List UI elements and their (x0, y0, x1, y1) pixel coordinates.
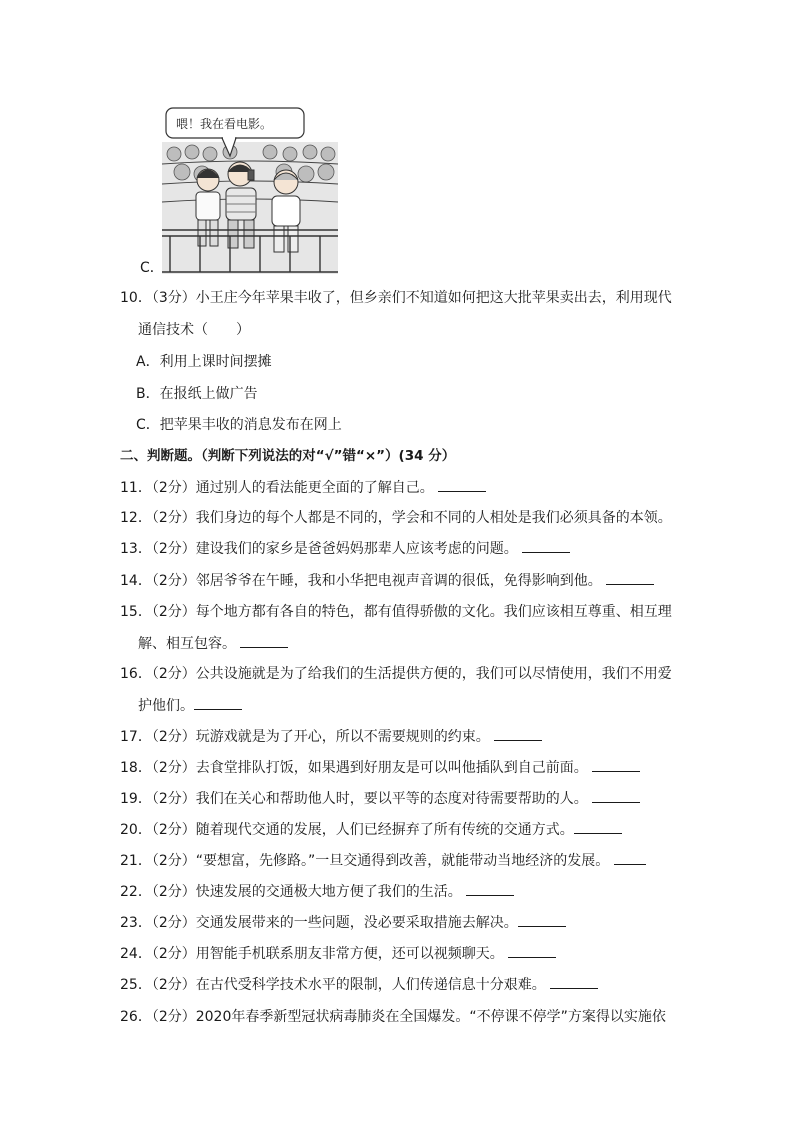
question-15-line2: 解、相互包容。 (138, 635, 288, 653)
q9-option-c-label: C． (140, 260, 164, 276)
question-26-line1: 26．（2分）2020年春季新型冠状病毒肺炎在全国爆发。“不停课不停学”方案得以实施依 (120, 1009, 666, 1025)
answer-blank[interactable] (194, 708, 242, 710)
answer-blank[interactable] (522, 551, 570, 553)
section2-heading: 二、判断题。（判断下列说法的对“√”错“×”）(34 分） (120, 448, 456, 464)
answer-blank[interactable] (606, 583, 654, 585)
question-23: 23．（2分）交通发展带来的一些问题，没必要采取措施去解决。 (120, 914, 566, 932)
question-21: 21．（2分）“要想富，先修路。”一旦交通得到改善，就能带动当地经济的发展。 (120, 852, 646, 870)
question-16-line1: 16．（2分）公共设施就是为了给我们的生活提供方便的，我们可以尽情使用，我们不用爱 (120, 666, 672, 682)
cinema-scene-image (160, 102, 340, 274)
answer-blank[interactable] (438, 490, 486, 492)
question-14: 14．（2分）邻居爷爷在午睡，我和小华把电视声音调的很低，免得影响到他。 (120, 572, 654, 590)
question-25: 25．（2分）在古代受科学技术水平的限制，人们传递信息十分艰难。 (120, 976, 598, 994)
q10-option-b: B．在报纸上做广告 (136, 386, 258, 402)
answer-blank[interactable] (494, 739, 542, 741)
question-24: 24．（2分）用智能手机联系朋友非常方便，还可以视频聊天。 (120, 945, 556, 963)
question-13: 13．（2分）建设我们的家乡是爸爸妈妈那辈人应该考虑的问题。 (120, 540, 570, 558)
q10-option-a: A．利用上课时间摆摊 (136, 354, 272, 370)
question-12: 12．（2分）我们身边的每个人都是不同的，学会和不同的人相处是我们必须具备的本领。 (120, 510, 672, 526)
cinema-illustration (160, 102, 340, 274)
answer-blank[interactable] (592, 770, 640, 772)
answer-blank[interactable] (518, 925, 566, 927)
answer-blank[interactable] (508, 956, 556, 958)
question-19: 19．（2分）我们在关心和帮助他人时，要以平等的态度对待需要帮助的人。 (120, 790, 640, 808)
answer-blank[interactable] (240, 646, 288, 648)
answer-blank[interactable] (466, 894, 514, 896)
q10-stem-line2: 通信技术（ ） (138, 322, 250, 338)
q10-option-c: C．把苹果丰收的消息发布在网上 (136, 417, 342, 433)
question-16-line2: 护他们。 (138, 697, 242, 715)
speech-bubble-text: 喂！我在看电影。 (176, 117, 273, 131)
q10-stem-line1: 10．（3分）小王庄今年苹果丰收了，但乡亲们不知道如何把这大批苹果卖出去，利用现代 (120, 290, 672, 306)
answer-blank[interactable] (614, 863, 646, 865)
answer-blank[interactable] (574, 832, 622, 834)
question-17: 17．（2分）玩游戏就是为了开心，所以不需要规则的约束。 (120, 728, 542, 746)
question-22: 22．（2分）快速发展的交通极大地方便了我们的生活。 (120, 883, 514, 901)
answer-blank[interactable] (592, 801, 640, 803)
question-11: 11．（2分）通过别人的看法能更全面的了解自己。 (120, 479, 486, 497)
answer-blank[interactable] (550, 987, 598, 989)
question-20: 20．（2分）随着现代交通的发展，人们已经摒弃了所有传统的交通方式。 (120, 821, 622, 839)
question-15-line1: 15．（2分）每个地方都有各自的特色，都有值得骄傲的文化。我们应该相互尊重、相互理 (120, 604, 672, 620)
question-18: 18．（2分）去食堂排队打饭，如果遇到好朋友是可以叫他插队到自己前面。 (120, 759, 640, 777)
